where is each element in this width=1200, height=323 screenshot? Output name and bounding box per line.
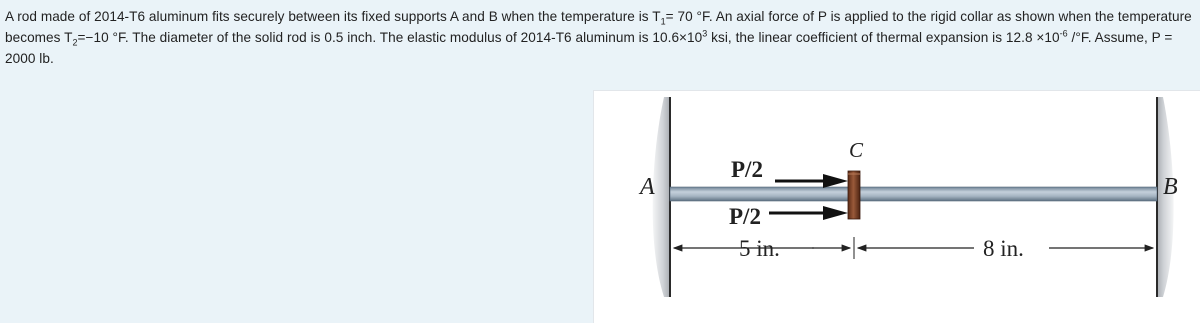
t1-subscript: 1 <box>660 16 666 27</box>
support-a <box>653 97 670 297</box>
force-arrow-bottom <box>769 206 848 220</box>
problem-text-3: =−10 °F. The diameter of the solid rod is 0.5 inch. The elastic modulus of 2014-T6 aluminum is 10.6×10 <box>77 30 703 45</box>
label-b: B <box>1163 174 1178 200</box>
force-label-top: P/2 <box>731 157 763 182</box>
problem-text-5: /°F. Assume, P = 2000 lb. <box>5 30 1173 66</box>
dimension-label-5in: 5 in. <box>739 236 780 261</box>
problem-text-1: A rod made of 2014-T6 aluminum fits securely between its fixed supports A and B when the temperature is T <box>5 9 661 24</box>
rod-diagram <box>594 91 1200 323</box>
rigid-collar <box>848 171 860 219</box>
label-a: A <box>640 174 655 200</box>
problem-text-2: = 70 °F. An axial force of P is applied to the rigid collar as shown when the temperature becomes T <box>5 9 1192 45</box>
modulus-exponent: 3 <box>702 28 708 39</box>
rod-figure <box>594 91 1200 323</box>
dimension-label-8in: 8 in. <box>983 236 1024 261</box>
t2-subscript: 2 <box>72 37 78 48</box>
alpha-exponent: -6 <box>1059 28 1068 39</box>
force-arrow-top <box>775 174 848 188</box>
label-c: C <box>849 138 864 162</box>
problem-statement <box>5 6 1195 69</box>
force-label-bottom: P/2 <box>729 204 761 229</box>
aluminum-rod <box>670 187 1157 201</box>
problem-text-4: ksi, the linear coefficient of thermal expansion is 12.8 ×10 <box>707 30 1060 45</box>
